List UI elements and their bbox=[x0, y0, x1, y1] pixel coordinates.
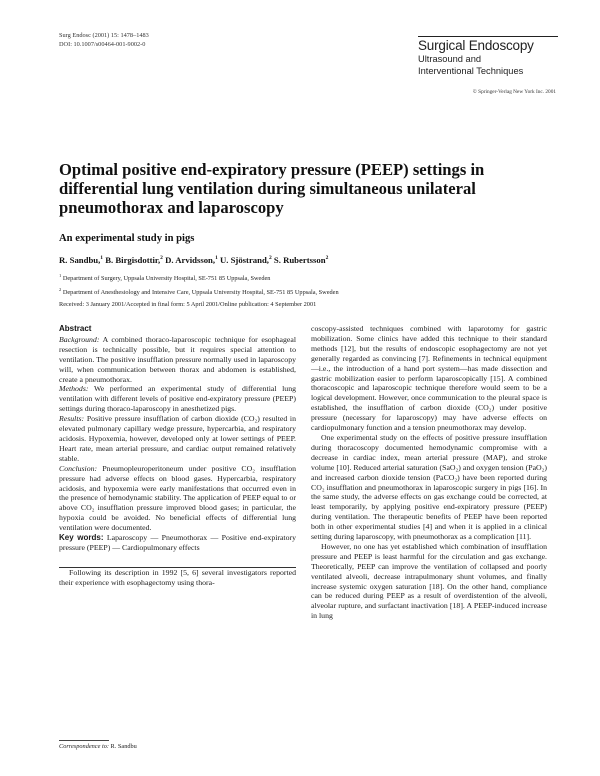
methods-text: We performed an experimental study of differential lung ventilation with different levels of positive end-expiratory pressure (PEEP) settings during thoraco-laparoscopy in anesthetized pigs. bbox=[59, 384, 296, 414]
abstract-results bbox=[59, 414, 296, 464]
author-affil-mark: 2 bbox=[325, 255, 329, 262]
conclusion-label: Conclusion: bbox=[59, 463, 98, 473]
correspondence-label: Correspondence to: bbox=[59, 743, 109, 750]
background-text: A combined thoraco-laparoscopic technique for esophageal resection is technically possible, but it requires special attention to ventilation. The positive insufflation pressure normally used in laparoscopy will, when communication between thorax and abdomen is established, create a pneumothorax. bbox=[59, 334, 296, 384]
received-dates: Received: 3 January 2001/Accepted in final form: 5 April 2001/Online publication: 4 September 2001 bbox=[59, 301, 317, 308]
citation-block bbox=[59, 31, 149, 49]
doi-line: DOI: 10.1007/s00464-001-9002-0 bbox=[59, 41, 146, 48]
footnote-rule bbox=[59, 740, 109, 741]
methods-label: Methods: bbox=[59, 384, 89, 394]
journal-subtitle-1: Ultrasound and bbox=[418, 54, 482, 64]
article-title: Optimal positive end-expiratory pressure (PEEP) settings in differential lung ventilation during simultaneous unilateral pneumothorax and laparoscopy bbox=[59, 160, 485, 217]
abstract-conclusion bbox=[59, 464, 296, 533]
left-column bbox=[59, 324, 296, 588]
affil-mark: 1 bbox=[59, 273, 62, 278]
author-name: U. Sjöstrand, bbox=[217, 255, 269, 265]
journal-subtitle-2: Interventional Techniques bbox=[418, 65, 524, 76]
author-affil-mark: 2 bbox=[268, 255, 272, 262]
author-affil-mark: 2 bbox=[160, 255, 163, 262]
copyright-notice: © Springer-Verlag New York Inc. 2001 bbox=[472, 89, 556, 95]
abstract-background bbox=[59, 335, 296, 385]
correspondence-note bbox=[59, 743, 137, 750]
abstract-methods bbox=[59, 384, 296, 414]
journal-title: Surgical Endoscopy bbox=[418, 36, 558, 53]
keywords bbox=[59, 533, 296, 554]
author-name: B. Birgisdottir, bbox=[103, 255, 161, 265]
author-list bbox=[59, 255, 328, 265]
intro-paragraph: Following its description in 1992 [5, 6] several investigators reported their experience with esophagectomy using thora- bbox=[59, 567, 296, 587]
affil-mark: 2 bbox=[59, 286, 62, 292]
affiliations bbox=[59, 271, 339, 298]
author-name: D. Arvidsson, bbox=[162, 255, 216, 265]
results-label: Results: bbox=[59, 414, 85, 424]
right-column bbox=[311, 324, 547, 621]
author-name: R. Sandbu, bbox=[59, 255, 101, 265]
affiliation-text: Department of Anesthesiology and Intensive Care, Uppsala University Hospital, SE-751 85 Uppsala, Sweden bbox=[61, 288, 339, 296]
abstract-heading: Abstract bbox=[59, 324, 92, 333]
results-text: Positive pressure insufflation of carbon dioxide (CO₂) resulted in elevated pulmonary capillary wedge pressure, hypercarbia, and respiratory acidosis. Hypoxemia, however, developed only at lower settings of PEEP. Heart rate, mean arterial pressure, and cardiac output remained relatively stable. bbox=[59, 414, 296, 463]
conclusion-text: Pneumopleuroperitoneum under positive CO₂ insufflation pressure had adverse effects on blood gases. Hypercarbia, respiratory acidosis, and hypoxemia were early manifestations that occurred even in the presence of hemodynamic stability. The application of PEEP equal to or above CO₂ insufflation pressure improved blood gases; in particular, the hypoxia could be avoided. No beneficial effects of differential lung ventilation were documented. bbox=[59, 463, 296, 533]
article-subtitle: An experimental study in pigs bbox=[59, 233, 195, 244]
keywords-text: Laparoscopy — Pneumothorax — Positive end-expiratory pressure (PEEP) — Cardiopulmonary effects bbox=[59, 533, 296, 553]
body-paragraph-1: coscopy-assisted techniques combined with laparotomy for gastric mobilization. Some clinics have added this technique to their standard methods [12], but the results of endoscopic esophagectomy are not yet generally regarded as convincing [7]. Refinements in technical equipment—i.e., the introduction of a hand port system—has made dissection and gastric mobilization easier to perform laparoscopically [15]. A combined thoracoscopic and laparoscopic technique therefore would seem to be a logical development. However, once communication to the pleural space is established, the insufflation of carbon dioxide (CO₂) under positive pressure (necessary for laparoscopy) may have adverse effects on cardiopulmonary function and a tension pneumothorax may develop. bbox=[311, 324, 547, 433]
affiliation-text: Department of Surgery, Uppsala University Hospital, SE-751 85 Uppsala, Sweden bbox=[61, 275, 271, 283]
body-paragraph-3: However, no one has yet established which combination of insufflation pressure and PEEP is least harmful for the circulation and gas exchange. Theoretically, PEEP can improve the ventilation of collapsed and poorly ventilated alveoli, decrease intrapulmonary shunt volumes, and finally increase systemic oxygen saturation [18]. On the other hand, compliance can be reduced during PEEP as a result of overdistention of the alveoli, alveolar rupture, and surfactant inactivation [18]. A PEEP-induced increase in lung bbox=[311, 541, 547, 621]
author-name: S. Rubertsson bbox=[271, 255, 326, 265]
keywords-label: Key words: bbox=[59, 533, 104, 543]
correspondence-name: R. Sandbu bbox=[108, 743, 137, 750]
author-affil-mark: 1 bbox=[100, 255, 104, 262]
author-affil-mark: 1 bbox=[215, 255, 218, 262]
affiliation-line bbox=[59, 271, 339, 285]
citation-line: Surg Endosc (2001) 15: 1478–1483 bbox=[59, 32, 149, 39]
background-label: Background: bbox=[59, 334, 100, 344]
affiliation-line bbox=[59, 285, 339, 299]
body-paragraph-2: One experimental study on the effects of positive pressure insufflation during thoracoscopy documented hemodynamic compromise with a decrease in cardiac index, mean arterial pressure (MAP), and stroke volume [10]. Reduced arterial saturation (SaO₂) and oxygen tension (PaO₂) and increased carbon dioxide tension (PaCO₂) have been reported during CO₂ insufflation and pneumothorax in laparoscopic surgery in pigs [16]. In the same study, the adverse effects on gas exchange could be corrected, at least temporarily, by applying positive end-expiratory pressure (PEEP) during ventilation. The therapeutic benefits of PEEP have been reported both in other experimental studies [4] and when it is applied in a clinical setting during laparoscopy, with pneumothorax as a complication [11]. bbox=[311, 432, 547, 542]
journal-masthead bbox=[418, 36, 558, 76]
